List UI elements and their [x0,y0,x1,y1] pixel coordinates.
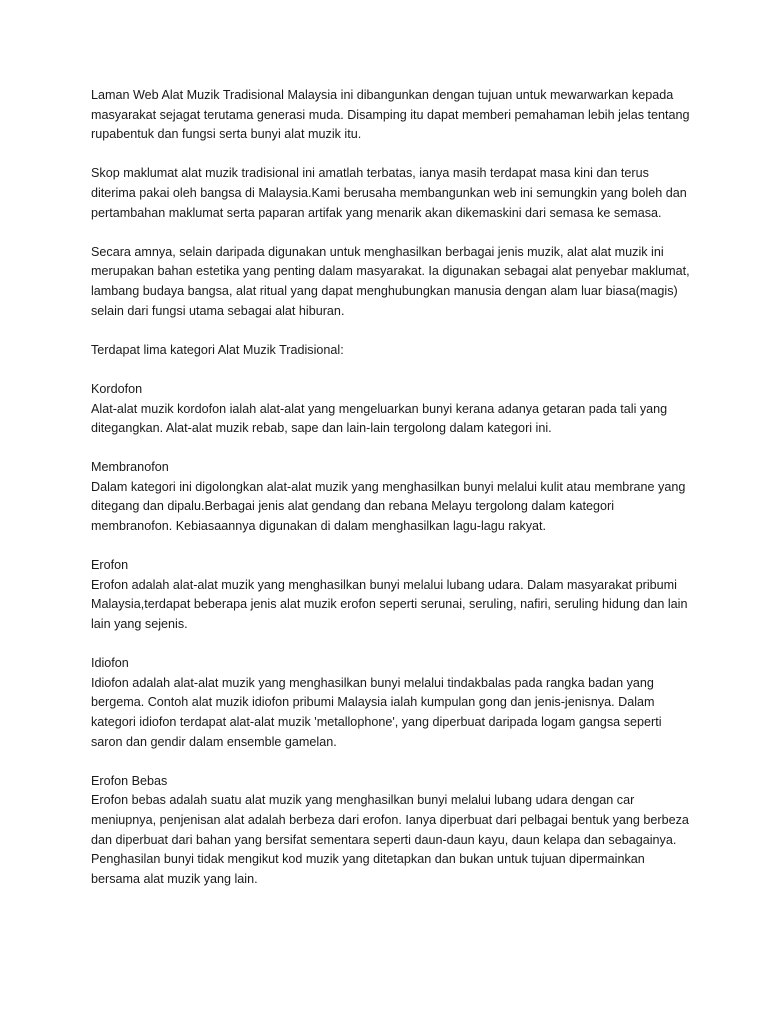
categories-intro: Terdapat lima kategori Alat Muzik Tradisional: [91,342,344,357]
section-membranofon [91,458,691,536]
section-heading: Erofon [91,558,129,573]
section-body: Idiofon adalah alat-alat muzik yang menghasilkan bunyi melalui tindakbalas pada rangka badan yang bergema. Contoh alat muzik idiofon pribumi Malaysia ialah kumpulan gong dan jenis-jenisnya. Dalam kategori idiofon terdapat alat-alat muzik 'metallophone', yang diperbuat daripada logam gangsa seperti saron dan gendir dalam ensemble gamelan. [91,675,662,749]
section-heading: Idiofon [91,656,129,671]
section-heading: Membranofon [91,460,169,475]
section-idiofon [91,654,691,752]
section-body: Erofon bebas adalah suatu alat muzik yang menghasilkan bunyi melalui lubang udara dengan car meniupnya, penjenisan alat adalah berbeza dari erofon. Ianya diperbuat dari pelbagai bentuk yang berbeza dan diperbuat dari bahan yang bersifat sementara seperti daun-daun kayu, daun kelapa dan sebagainya. Penghasilan bunyi tidak mengikut kod muzik yang ditetapkan dan bukan untuk tujuan dipermainkan bersama alat muzik yang lain. [91,793,689,886]
intro-paragraph: Secara amnya, selain daripada digunakan untuk menghasilkan berbagai jenis muzik, alat alat muzik ini merupakan bahan estetika yang penting dalam masyarakat. Ia digunakan sebagai alat penyebar maklumat, lambang budaya bangsa, alat ritual yang dapat menghubungkan manusia dengan alam luar biasa(magis) selain dari fungsi utama sebagai alat hiburan. [91,244,690,318]
section-body: Erofon adalah alat-alat muzik yang menghasilkan bunyi melalui lubang udara. Dalam masyarakat pribumi Malaysia,terdapat beberapa jenis alat muzik erofon seperti serunai, seruling, nafiri, seruling hidung dan lain lain yang sejenis. [91,577,688,632]
section-body: Alat-alat muzik kordofon ialah alat-alat yang mengeluarkan bunyi kerana adanya getaran pada tali yang ditegangkan. Alat-alat muzik rebab, sape dan lain-lain tergolong dalam kategori ini. [91,401,668,436]
document-body [91,86,691,909]
section-erofon-bebas [91,772,691,890]
intro-paragraph: Laman Web Alat Muzik Tradisional Malaysia ini dibangunkan dengan tujuan untuk mewarwarkan kepada masyarakat sejagat terutama generasi muda. Disamping itu dapat memberi pemahaman lebih jelas tentang rupabentuk dan fungsi serta bunyi alat muzik itu. [91,88,690,142]
intro-paragraph: Skop maklumat alat muzik tradisional ini amatlah terbatas, ianya masih terdapat masa kini dan terus diterima pakai oleh bangsa di Malaysia.Kami berusaha membangunkan web ini semungkin yang boleh dan pertambahan maklumat serta paparan artifak yang menarik akan dikemaskini dari semasa ke semasa. [91,166,687,220]
section-kordofon [91,380,691,439]
section-body: Dalam kategori ini digolongkan alat-alat muzik yang menghasilkan bunyi melalui kulit atau membrane yang ditegang dan dipalu.Berbagai jenis alat gendang dan rebana Melayu tergolong dalam kategori membranofon. Kebiasaannya digunakan di dalam menghasilkan lagu-lagu rakyat. [91,479,686,534]
section-heading: Erofon Bebas [91,773,168,788]
section-heading: Kordofon [91,381,143,396]
section-erofon [91,556,691,634]
